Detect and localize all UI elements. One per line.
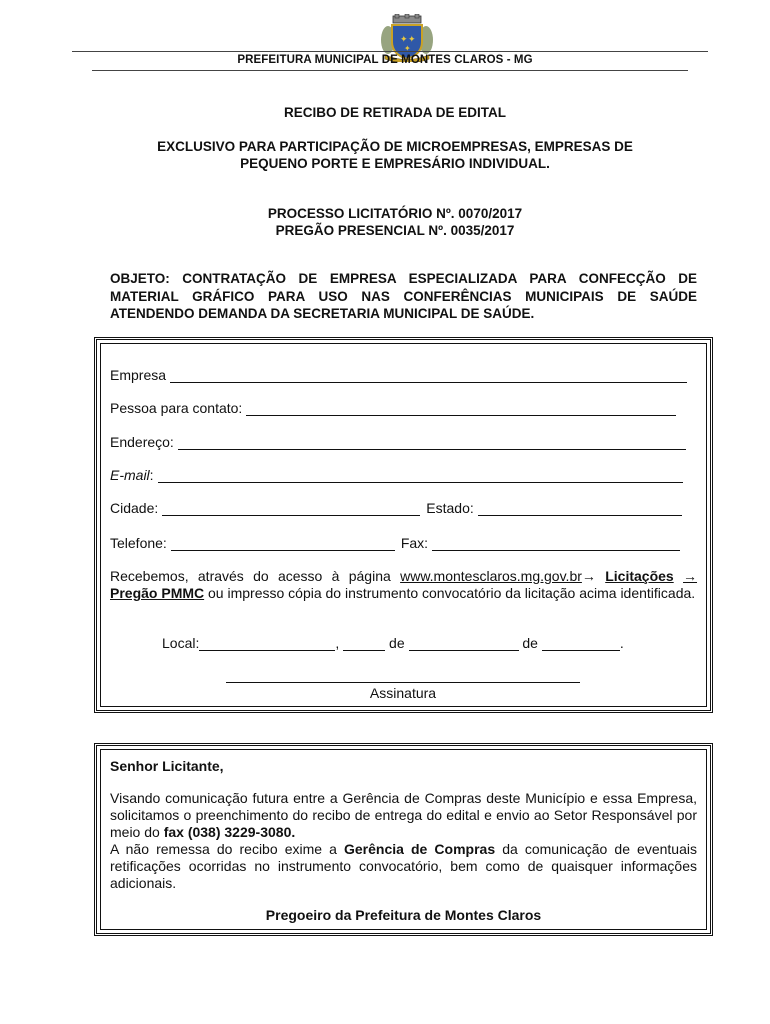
exclusive-line-2: PEQUENO PORTE E EMPRESÁRIO INDIVIDUAL. (240, 156, 550, 171)
svg-text:✦: ✦ (404, 44, 411, 53)
email-colon: : (149, 467, 154, 483)
arrow-1: → (581, 568, 606, 584)
local-comma: , (335, 635, 344, 651)
document-title: RECIBO DE RETIRADA DE EDITAL (283, 105, 506, 120)
exclusive-line-1: EXCLUSIVO PARA PARTICIPAÇÃO DE MICROEMPRESAS, EMPRESAS DE (157, 139, 633, 154)
contato-field[interactable] (110, 400, 676, 416)
receipt-statement (110, 568, 697, 602)
cidade-estado-field[interactable] (110, 500, 682, 516)
endereco-input-line[interactable] (178, 435, 686, 450)
notice-signoff: Pregoeiro da Prefeitura de Montes Claros (265, 907, 542, 923)
notice-p2-text-a: A não remessa do recibo exime a (110, 841, 344, 857)
email-field[interactable] (110, 467, 683, 483)
local-label: Local: (162, 635, 200, 651)
fax-label: Fax: (400, 535, 429, 551)
fax-input-line[interactable] (432, 536, 680, 551)
cidade-label: Cidade: (110, 500, 159, 516)
notice-heading: Senhor Licitante, (110, 758, 224, 774)
pregao-pmmc-link[interactable]: → Pregão PMMC (110, 568, 698, 601)
svg-text:✦: ✦ (408, 35, 416, 45)
estado-label: Estado: (426, 500, 474, 516)
email-input-line[interactable] (158, 468, 683, 483)
signature-label: Assinatura (369, 685, 437, 701)
processo-number: PROCESSO LICITATÓRIO Nº. 0070/2017 (267, 206, 523, 221)
receipt-text-1: Recebemos, através do acesso à página (110, 568, 401, 584)
month-input-line[interactable] (409, 636, 519, 651)
endereco-field[interactable] (110, 434, 686, 450)
cidade-input-line[interactable] (162, 501, 420, 516)
local-date-field[interactable] (162, 635, 624, 651)
endereco-label: Endereço: (110, 434, 174, 450)
receipt-text-2: ou impresso cópia do instrumento convocatório da licitação acima identificada. (204, 585, 696, 601)
signature-line[interactable] (226, 682, 580, 683)
telefone-fax-field[interactable] (110, 535, 680, 551)
notice-p2-text-b: da comunicação de eventuais retificações ocorridas no instrumento convocatório, bem como de quaisquer informações adicionais. (110, 841, 697, 891)
licitacoes-link[interactable]: Licitações (605, 568, 674, 584)
header-rule-bottom (92, 70, 688, 71)
day-input-line[interactable] (343, 636, 385, 651)
empresa-input-line[interactable] (170, 368, 687, 383)
notice-p2-bold: Gerência de Compras (344, 841, 496, 857)
email-label: E-mail (110, 467, 150, 483)
website-link[interactable]: www.montesclaros.mg.gov.br (400, 568, 582, 584)
empresa-label: Empresa (110, 367, 167, 383)
notice-paragraph-1 (110, 790, 697, 841)
contato-label: Pessoa para contato: (110, 400, 243, 416)
objeto-text: OBJETO: CONTRATAÇÃO DE EMPRESA ESPECIALIZADA PARA CONFECÇÃO DE MATERIAL GRÁFICO PARA USO NAS CONFERÊNCIAS MUNICIPAIS DE SAÚDE ATENDENDO DEMANDA DA SECRETARIA MUNICIPAL DE SAÚDE. (110, 271, 697, 321)
contato-input-line[interactable] (246, 401, 676, 416)
telefone-input-line[interactable] (171, 536, 395, 551)
estado-input-line[interactable] (478, 501, 682, 516)
receipt-form-box (94, 337, 713, 713)
pregao-number: PREGÃO PRESENCIAL Nº. 0035/2017 (275, 223, 515, 238)
org-title: PREFEITURA MUNICIPAL DE MONTES CLAROS - MG (237, 54, 533, 66)
de-2: de (518, 635, 542, 651)
svg-text:✦: ✦ (400, 35, 408, 45)
year-input-line[interactable] (542, 636, 620, 651)
telefone-label: Telefone: (110, 535, 167, 551)
local-input-line[interactable] (199, 636, 335, 651)
notice-paragraph-2 (110, 841, 697, 892)
de-1: de (385, 635, 409, 651)
notice-p1-text: Visando comunicação futura entre a Gerência de Compras deste Município e essa Empresa, solicitamos o preenchimento do recibo de entrega do edital e envio ao Setor Responsável por meio do (110, 790, 697, 840)
empresa-field[interactable] (110, 367, 687, 383)
notice-fax: fax (038) 3229-3080. (163, 824, 296, 840)
header-rule-top (72, 51, 708, 52)
local-period: . (619, 635, 624, 651)
